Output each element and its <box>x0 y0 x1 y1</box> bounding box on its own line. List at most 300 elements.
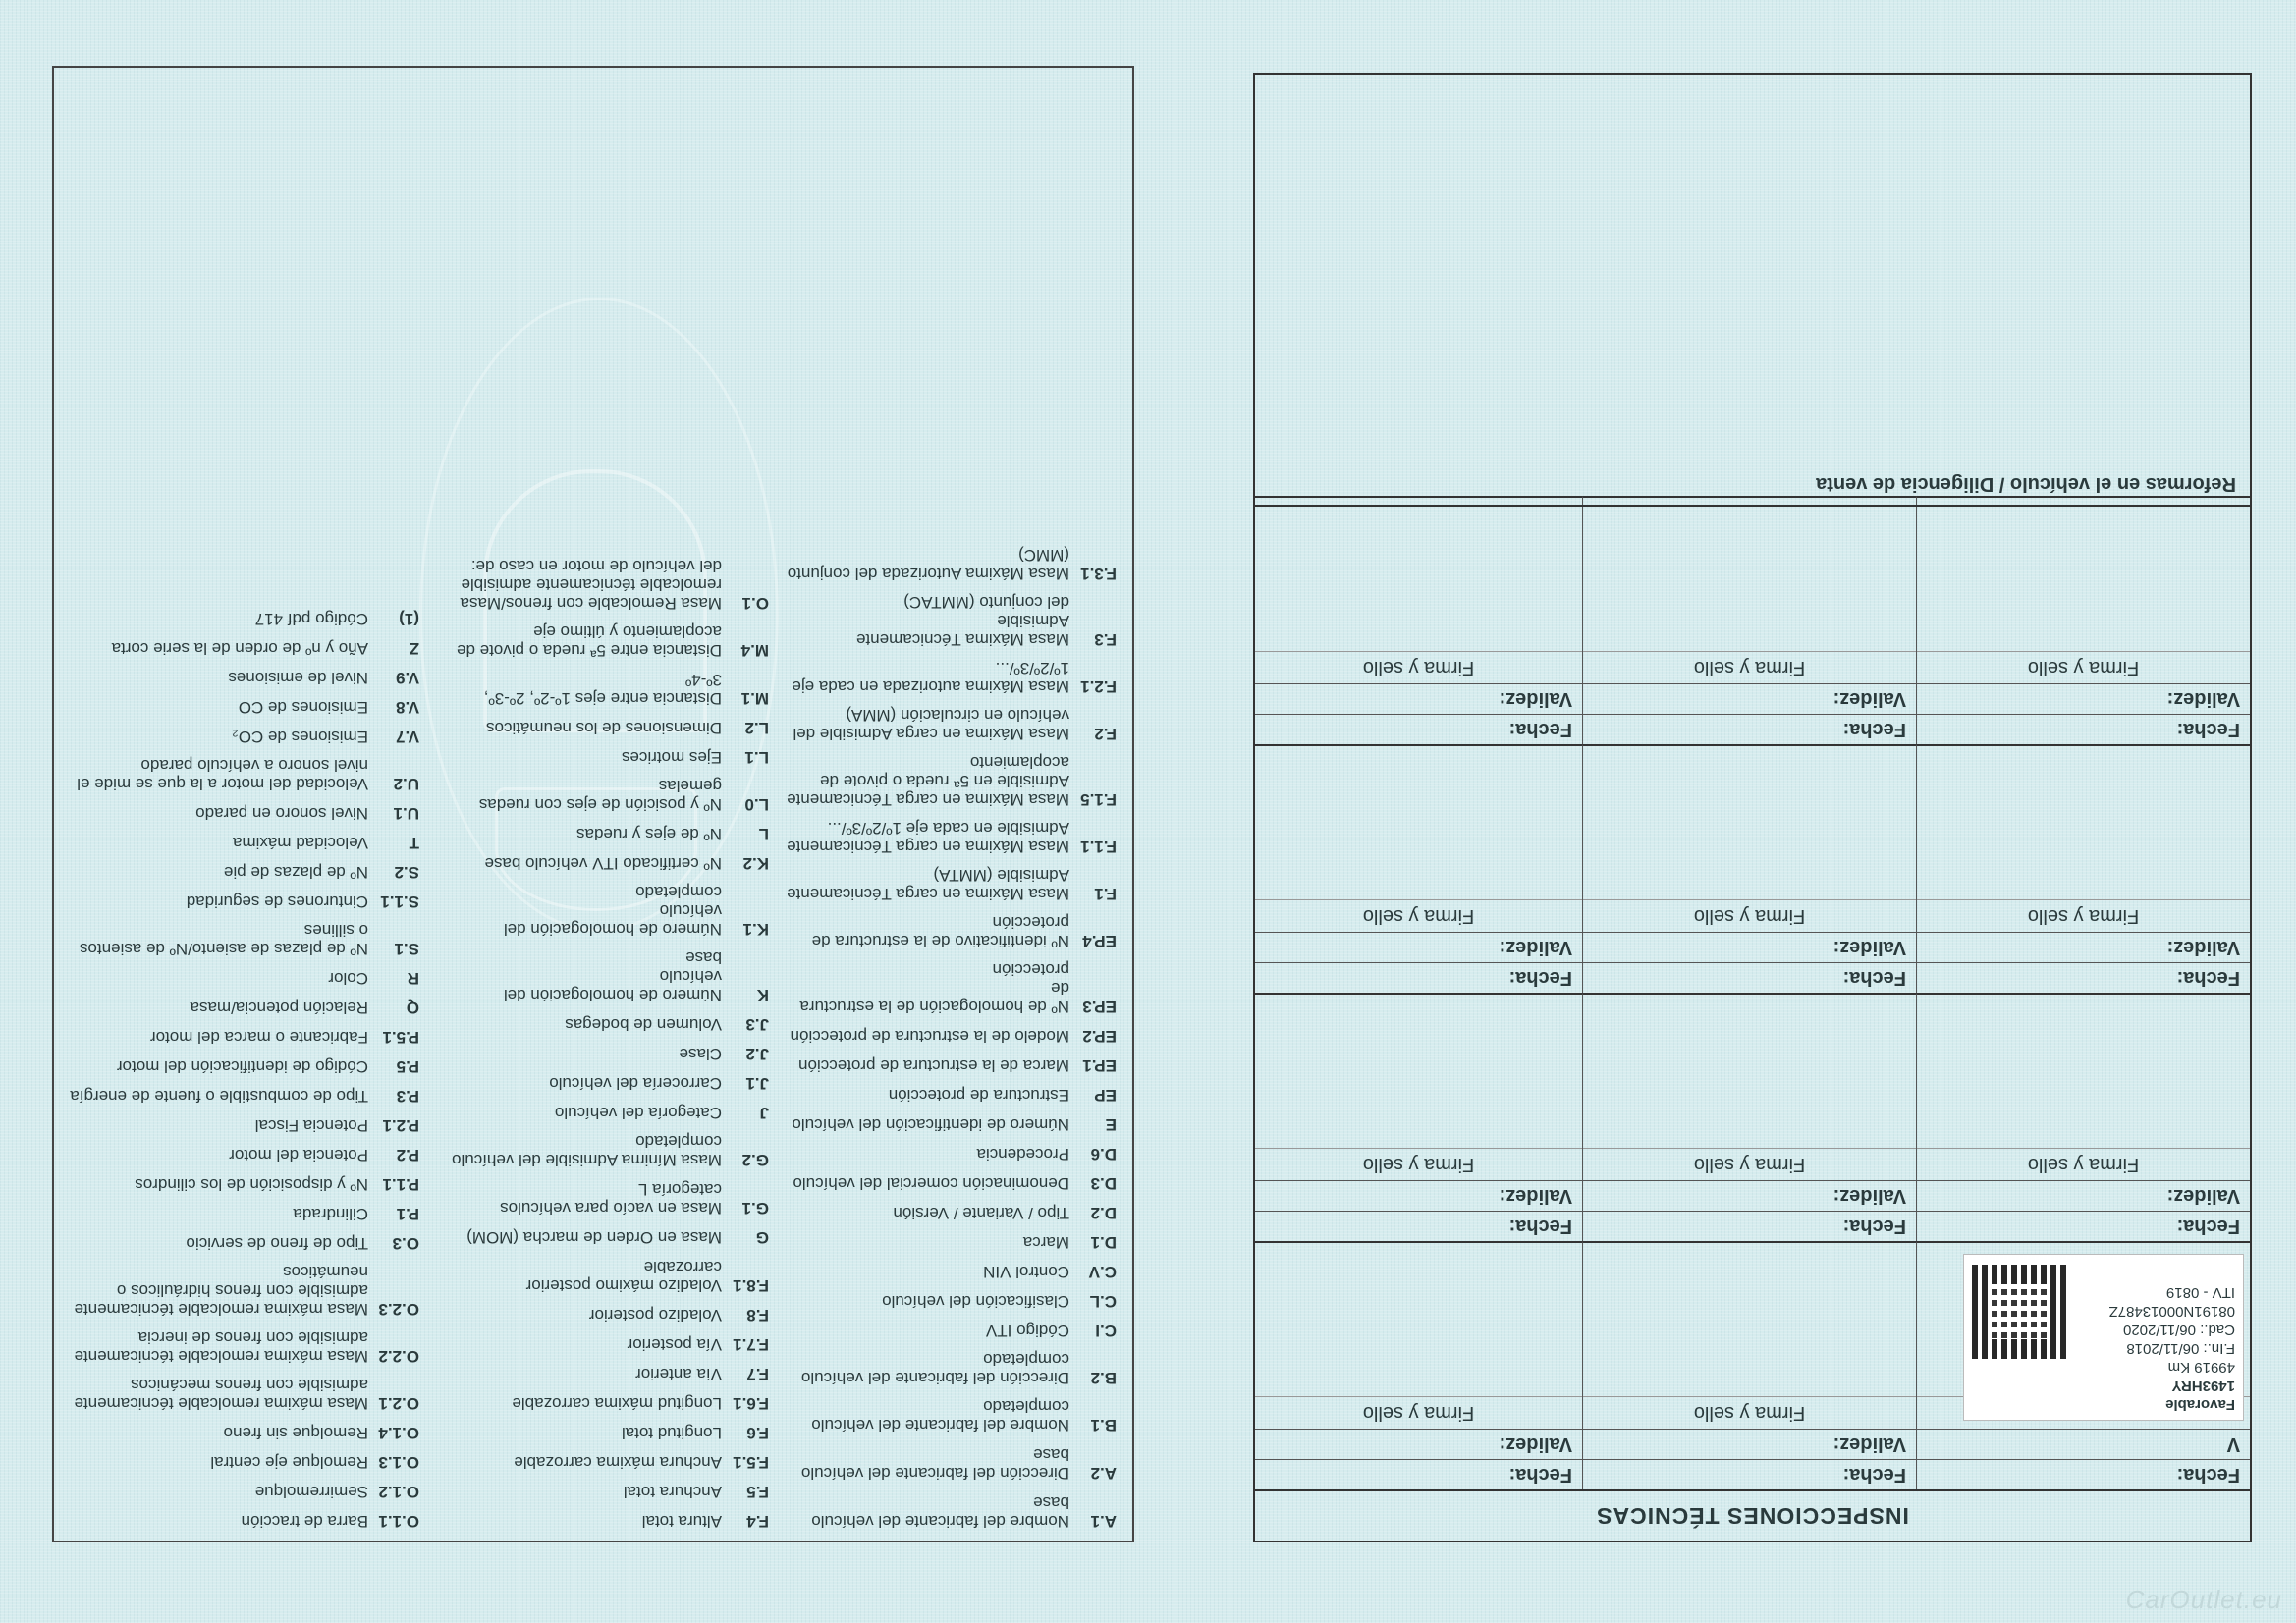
code-row <box>66 893 419 911</box>
code-row <box>445 1045 769 1063</box>
code-label: Masa Remolcable con frenos/Masa remolcable técnicamente admisible del vehículo de motor en caso de: <box>460 557 722 613</box>
code-id: L.2 <box>744 719 769 737</box>
code-id: F.2.1 <box>1080 677 1117 696</box>
code-id: Z <box>409 639 419 658</box>
code-row <box>66 1263 419 1319</box>
firma-label: Firma y sello <box>1917 1148 2250 1180</box>
inspection-cell <box>1582 1241 1916 1489</box>
inspections-title: INSPECCIONES TÉCNICAS <box>1255 1489 2250 1541</box>
code-row <box>66 1512 419 1531</box>
inspection-cell <box>1582 496 1916 744</box>
code-id: L <box>758 825 769 843</box>
code-id: S.1 <box>394 940 419 958</box>
code-row <box>445 748 769 767</box>
code-label: Cinturones de seguridad <box>186 893 368 911</box>
code-row <box>783 1233 1117 1252</box>
code-label: Masa máxima remolcable técnicamente admisible con frenos hidráulicos o neumáticos <box>74 1263 368 1319</box>
code-row <box>445 854 769 873</box>
code-id: F.6 <box>746 1424 769 1442</box>
code-label: Longitud máxima carrozable <box>512 1394 722 1413</box>
fecha-label: Fecha: <box>1917 962 2250 993</box>
code-row <box>445 1512 769 1531</box>
code-id: F.5.1 <box>733 1453 769 1472</box>
code-label: Masa Máxima en carga Técnicamente Admisible (MMTA) <box>787 866 1069 903</box>
inspection-cell <box>1255 496 1582 744</box>
code-row <box>66 804 419 823</box>
inspection-cell <box>1255 744 1582 993</box>
code-label: Longitud total <box>621 1424 722 1442</box>
code-label: Voladizo posterior <box>588 1306 722 1325</box>
code-id: O.1 <box>741 594 769 613</box>
code-label: Nº de plazas de pie <box>223 863 368 882</box>
code-label: Barra de tracción <box>241 1512 368 1531</box>
code-id: F.3 <box>1094 630 1117 649</box>
code-id: G.1 <box>741 1199 769 1217</box>
code-label: Número de homologación del vehículo completado <box>503 883 722 939</box>
code-id: O.2.1 <box>378 1394 419 1413</box>
code-row <box>66 756 419 793</box>
code-row <box>783 1204 1117 1222</box>
sticker-plate: 1493HRY <box>2171 1378 2235 1394</box>
code-row <box>783 1174 1117 1193</box>
code-id: S.2 <box>394 863 419 882</box>
code-row <box>783 1350 1117 1387</box>
firma-label: Firma y sello <box>1583 899 1916 932</box>
sticker-itv: ITV - 0819 <box>2165 1284 2235 1301</box>
code-id: P.1.1 <box>382 1175 419 1194</box>
code-id: F.6.1 <box>733 1394 769 1413</box>
code-row <box>783 1086 1117 1105</box>
watermark-logo: CarOutlet.eu <box>2125 1585 2282 1614</box>
code-label: Carrocería del vehículo <box>549 1074 722 1093</box>
code-label: Dimensiones de los neumáticos <box>485 719 722 737</box>
reformas-title: Reformas en el vehículo / Diligencia de venta <box>1816 473 2236 495</box>
code-label: Nº de plazas de asiento/Nº de asientos o sillines <box>79 921 368 958</box>
sticker-cad: Cad.: 06/11/2020 <box>2123 1322 2235 1338</box>
code-id: J.2 <box>745 1045 769 1063</box>
code-row <box>783 753 1117 809</box>
code-label: Masa Máxima en carga Técnicamente Admisible en 5ª rueda o pivote de acoplamiento <box>787 753 1069 809</box>
code-id: A.2 <box>1090 1464 1117 1483</box>
code-id: M.1 <box>740 689 769 708</box>
code-label: Código ITV <box>985 1322 1069 1340</box>
code-row <box>445 622 769 660</box>
code-id: U.2 <box>393 775 419 793</box>
sticker-code: 08191N00013487Z <box>2108 1303 2235 1320</box>
code-label: Masa Mínima Admisible del vehículo completado <box>452 1132 722 1169</box>
code-id: EP.2 <box>1082 1027 1117 1046</box>
code-label: Velocidad máxima <box>233 834 368 852</box>
code-id: A.1 <box>1090 1512 1117 1531</box>
code-row <box>783 1445 1117 1483</box>
code-row <box>66 698 419 717</box>
code-row <box>445 948 769 1004</box>
code-row <box>445 719 769 737</box>
fecha-label: Fecha: <box>1583 1211 1916 1241</box>
code-row <box>66 1483 419 1501</box>
inspections-panel <box>1253 73 2252 1542</box>
code-id: V.7 <box>396 728 419 746</box>
validez-label: Validez: <box>1583 1429 1916 1459</box>
code-id: B.2 <box>1090 1369 1117 1387</box>
code-row <box>783 1292 1117 1311</box>
code-id: J.1 <box>745 1074 769 1093</box>
codes-column-2 <box>445 547 769 1531</box>
validez-label: Validez: <box>1583 1180 1916 1211</box>
code-row <box>66 834 419 852</box>
code-id: P.5 <box>396 1057 419 1076</box>
code-label: Control VIN <box>983 1263 1069 1281</box>
code-label: Estructura de protección <box>888 1086 1069 1105</box>
code-label: Clasificación del vehículo <box>882 1292 1069 1311</box>
sticker-result: Favorable <box>2165 1396 2235 1413</box>
code-label: Potencia Fiscal <box>254 1116 368 1135</box>
code-label: Marca <box>1022 1233 1069 1252</box>
firma-label: Firma y sello <box>1255 1148 1582 1180</box>
code-row <box>445 1132 769 1169</box>
code-row <box>445 1394 769 1413</box>
code-id: O.1.4 <box>378 1424 419 1442</box>
code-row <box>783 960 1117 1016</box>
code-id: P.5.1 <box>382 1028 419 1047</box>
code-row <box>445 1453 769 1472</box>
code-id: F.8.1 <box>733 1276 769 1295</box>
code-label: Tipo de combustible o fuente de energía <box>70 1087 368 1106</box>
code-row <box>445 557 769 613</box>
code-row <box>783 546 1117 583</box>
code-label: Distancia entre ejes 1º-2º, 2º-3º, 3º-4º <box>483 671 722 708</box>
fecha-label: Fecha: <box>1583 714 1916 744</box>
code-id: F.2 <box>1094 725 1117 743</box>
code-id: (1) <box>399 610 419 628</box>
validez-label: Validez: <box>1255 932 1582 962</box>
code-id: K <box>756 986 769 1004</box>
fecha-label: Fecha: <box>1255 962 1582 993</box>
code-label: Relación potencia/masa <box>190 999 368 1017</box>
code-row <box>445 1015 769 1034</box>
firma-label: Firma y sello <box>1255 1396 1582 1429</box>
validez-label: V <box>1917 1429 2250 1459</box>
code-id: G.2 <box>741 1151 769 1169</box>
fecha-label: Fecha: <box>1255 1459 1582 1489</box>
reformas-panel <box>1255 75 2250 507</box>
fecha-label: Fecha: <box>1583 962 1916 993</box>
code-id: Q <box>406 999 419 1017</box>
code-id: O.2.3 <box>378 1300 419 1319</box>
code-label: Fabricante o marca del motor <box>149 1028 368 1047</box>
code-id: J <box>759 1104 769 1122</box>
code-row <box>66 863 419 882</box>
code-id: D.1 <box>1090 1233 1117 1252</box>
code-row <box>445 1335 769 1354</box>
code-row <box>66 999 419 1017</box>
code-id: U.1 <box>393 804 419 823</box>
code-label: Nº certificado ITV vehículo base <box>484 854 722 873</box>
code-row <box>445 883 769 939</box>
code-id: P.1 <box>396 1205 419 1223</box>
code-id: D.2 <box>1090 1204 1117 1222</box>
inspection-cell <box>1582 744 1916 993</box>
fecha-label: Fecha: <box>1917 714 2250 744</box>
code-id: O.2.2 <box>378 1347 419 1366</box>
code-label: Nº identificativo de la estructura de protección <box>811 913 1069 950</box>
code-id: K.2 <box>742 854 769 873</box>
code-row <box>66 1376 419 1413</box>
code-id: M.4 <box>740 641 769 660</box>
code-row <box>66 639 419 658</box>
inspections-grid <box>1255 496 2250 1489</box>
inspection-cell <box>1255 1241 1582 1489</box>
code-label: Semirremolque <box>254 1483 368 1501</box>
code-label: Número de homologación del vehículo base <box>503 948 722 1004</box>
itv-sticker <box>1963 1254 2244 1421</box>
code-row <box>783 593 1117 649</box>
code-id: D.3 <box>1090 1174 1117 1193</box>
code-label: Masa máxima remolcable técnicamente admisible con frenos de inercia <box>74 1328 368 1366</box>
code-label: Tipo / Variante / Versión <box>893 1204 1069 1222</box>
firma-label: Firma y sello <box>1917 899 2250 932</box>
code-row <box>783 1322 1117 1340</box>
code-id: O.1.1 <box>378 1512 419 1531</box>
inspection-cell <box>1916 744 2250 993</box>
firma-label: Firma y sello <box>1583 1396 1916 1429</box>
code-row <box>445 1228 769 1247</box>
code-id: F.1 <box>1094 885 1117 903</box>
code-label: Código de identificación del motor <box>116 1057 368 1076</box>
code-id: P.3 <box>396 1087 419 1106</box>
code-row <box>66 610 419 628</box>
code-row <box>445 825 769 843</box>
code-id: F.3.1 <box>1080 565 1117 583</box>
validez-label: Validez: <box>1255 1429 1582 1459</box>
code-row <box>66 1234 419 1253</box>
code-id: C.V <box>1088 1263 1117 1281</box>
code-id: EP.3 <box>1082 998 1117 1016</box>
code-row <box>66 1424 419 1442</box>
code-row <box>445 1483 769 1501</box>
code-row <box>66 969 419 988</box>
code-id: O.1.3 <box>378 1453 419 1472</box>
code-row <box>66 921 419 958</box>
code-id: D.6 <box>1090 1145 1117 1163</box>
code-id: R <box>407 969 419 988</box>
code-label: Nombre del fabricante del vehículo completado <box>811 1397 1069 1434</box>
validez-label: Validez: <box>1917 932 2250 962</box>
code-label: Remolque eje central <box>210 1453 368 1472</box>
code-row <box>445 1104 769 1122</box>
code-row <box>783 1397 1117 1434</box>
code-row <box>783 1493 1117 1531</box>
code-label: Año y nº de orden de la serie corta <box>111 639 368 658</box>
code-id: F.7 <box>746 1365 769 1383</box>
code-id: S.1.1 <box>380 893 419 911</box>
code-row <box>783 659 1117 696</box>
validez-label: Validez: <box>1917 1180 2250 1211</box>
code-label: Dirección del fabricante del vehículo completado <box>800 1350 1069 1387</box>
validez-label: Validez: <box>1917 683 2250 714</box>
code-label: Anchura máxima carrozable <box>514 1453 722 1472</box>
code-id: F.8 <box>746 1306 769 1325</box>
code-id: E <box>1105 1115 1117 1134</box>
code-row <box>445 1074 769 1093</box>
fecha-label: Fecha: <box>1583 1459 1916 1489</box>
field-codes-panel <box>52 66 1134 1542</box>
validez-label: Validez: <box>1255 683 1582 714</box>
code-label: Ejes motrices <box>621 748 722 767</box>
code-id: F.1.1 <box>1080 838 1117 856</box>
fecha-label: Fecha: <box>1917 1211 2250 1241</box>
firma-label: Firma y sello <box>1583 1148 1916 1180</box>
code-label: Denominación comercial del vehículo <box>793 1174 1069 1193</box>
code-label: Masa Máxima en carga Admisible del vehículo en circulación (MMA) <box>793 706 1069 743</box>
code-label: Nivel de emisiones <box>228 669 368 687</box>
code-label: Velocidad del motor a la que se mide el nivel sonoro a vehículo parado <box>77 756 368 793</box>
code-label: Masa Máxima Autorizada del conjunto (MMC) <box>787 546 1069 583</box>
code-row <box>783 866 1117 903</box>
inspection-cell <box>1582 993 1916 1241</box>
code-label: Nº de homologación de la estructura de protección <box>799 960 1069 1016</box>
qr-code-icon <box>1972 1265 2066 1359</box>
code-label: Clase <box>679 1045 722 1063</box>
code-id: O.3 <box>392 1234 419 1253</box>
inspection-cell <box>1916 1241 2250 1489</box>
firma-label: Firma y sello <box>1255 651 1582 683</box>
code-id: P.2.1 <box>382 1116 419 1135</box>
validez-label: Validez: <box>1583 683 1916 714</box>
code-row <box>66 1116 419 1135</box>
codes-column-1 <box>783 536 1117 1531</box>
code-label: Nivel sonoro en parado <box>195 804 368 823</box>
code-id: C.I <box>1095 1322 1117 1340</box>
code-label: Masa máxima remolcable técnicamente admisible con frenos mecánicos <box>74 1376 368 1413</box>
code-row <box>783 1263 1117 1281</box>
code-label: Volumen de bodegas <box>565 1015 722 1034</box>
code-id: P.2 <box>396 1146 419 1164</box>
firma-label: Firma y sello <box>1917 651 2250 683</box>
firma-label: Firma y sello <box>1583 651 1916 683</box>
code-label: Vía posterior <box>627 1335 722 1354</box>
code-row <box>66 1453 419 1472</box>
code-row <box>66 1146 419 1164</box>
firma-label: Firma y sello <box>1255 899 1582 932</box>
code-id: F.4 <box>746 1512 769 1531</box>
code-id: B.1 <box>1090 1416 1117 1434</box>
fecha-label: Fecha: <box>1917 1459 2250 1489</box>
code-row <box>66 1057 419 1076</box>
code-id: F.1.5 <box>1080 790 1117 809</box>
codes-column-3 <box>66 599 419 1531</box>
code-row <box>783 1056 1117 1075</box>
code-label: Cilindrada <box>293 1205 368 1223</box>
code-label: Nº y disposición de los cilindros <box>135 1175 368 1194</box>
fecha-label: Fecha: <box>1255 714 1582 744</box>
inspection-cell <box>1916 496 2250 744</box>
code-id: T <box>409 834 419 852</box>
code-row <box>445 671 769 708</box>
sticker-f-ins: F.In.: 06/11/2018 <box>2126 1340 2235 1357</box>
code-label: Modelo de la estructura de protección <box>790 1027 1069 1046</box>
code-row <box>445 1365 769 1383</box>
code-id: L.0 <box>744 795 769 814</box>
code-row <box>66 669 419 687</box>
code-label: Masa Máxima autorizada en cada eje 1º/2º/3º/... <box>792 659 1069 696</box>
code-label: Masa Máxima Técnicamente Admisible del conjunto (MMTAC) <box>856 593 1069 649</box>
code-id: C.L <box>1089 1292 1117 1311</box>
code-row <box>66 1087 419 1106</box>
code-label: Nombre del fabricante del vehículo base <box>811 1493 1069 1531</box>
code-row <box>783 1027 1117 1046</box>
code-row <box>66 1205 419 1223</box>
code-row <box>66 1175 419 1194</box>
fecha-label: Fecha: <box>1255 1211 1582 1241</box>
code-id: O.1.2 <box>378 1483 419 1501</box>
code-row <box>783 1145 1117 1163</box>
code-id: F.7.1 <box>733 1335 769 1354</box>
code-row <box>445 1306 769 1325</box>
code-id: EP <box>1094 1086 1117 1105</box>
code-label: Color <box>328 969 368 988</box>
code-row <box>445 1180 769 1217</box>
inspection-cell <box>1916 993 2250 1241</box>
code-row <box>783 819 1117 856</box>
code-id: V.8 <box>396 698 419 717</box>
code-label: Anchura total <box>623 1483 722 1501</box>
sticker-km: 49919 Km <box>2167 1359 2235 1376</box>
code-row <box>445 1258 769 1295</box>
inspection-cell <box>1255 993 1582 1241</box>
code-label: Emisiones de CO₂ <box>232 728 368 746</box>
code-row <box>66 1028 419 1047</box>
code-label: Categoría del vehículo <box>554 1104 722 1122</box>
code-label: Tipo de freno de servicio <box>186 1234 368 1253</box>
code-label: Nº y posición de ejes con ruedas gemelas <box>478 777 722 814</box>
validez-label: Validez: <box>1583 932 1916 962</box>
code-row <box>783 913 1117 950</box>
code-label: Distancia entre 5ª rueda o pivote de acoplamiento y último eje <box>457 622 722 660</box>
code-row <box>66 1328 419 1366</box>
code-label: Procedencia <box>976 1145 1069 1163</box>
code-row <box>783 1115 1117 1134</box>
code-label: Emisiones de CO <box>238 698 368 717</box>
code-label: Marca de la estructura de protección <box>798 1056 1069 1075</box>
code-label: Masa Máxima en carga Técnicamente Admisible en cada eje 1º/2º/3º/... <box>787 819 1069 856</box>
code-label: Remolque sin freno <box>223 1424 368 1442</box>
code-id: K.1 <box>742 920 769 939</box>
code-row <box>783 706 1117 743</box>
code-id: G <box>755 1228 769 1247</box>
code-label: Potencia del motor <box>229 1146 368 1164</box>
code-id: J.3 <box>745 1015 769 1034</box>
validez-label: Validez: <box>1255 1180 1582 1211</box>
code-label: Número de identificación del vehículo <box>792 1115 1069 1134</box>
code-label: Dirección del fabricante del vehículo base <box>800 1445 1069 1483</box>
code-id: EP.1 <box>1082 1056 1117 1075</box>
code-label: Nº de ejes y ruedas <box>576 825 722 843</box>
code-id: EP.4 <box>1082 932 1117 950</box>
code-label: Voladizo máximo posterior carrozable <box>525 1258 722 1295</box>
code-id: L.1 <box>744 748 769 767</box>
code-label: Masa en vacío para vehículos categoría L <box>500 1180 722 1217</box>
code-id: V.9 <box>396 669 419 687</box>
code-row <box>445 777 769 814</box>
code-label: Código pdf 417 <box>254 610 368 628</box>
code-row <box>445 1424 769 1442</box>
code-row <box>66 728 419 746</box>
code-id: F.5 <box>746 1483 769 1501</box>
code-label: Altura total <box>641 1512 722 1531</box>
code-label: Masa en Orden de marcha (MOM) <box>466 1228 722 1247</box>
code-label: Vía anterior <box>635 1365 722 1383</box>
